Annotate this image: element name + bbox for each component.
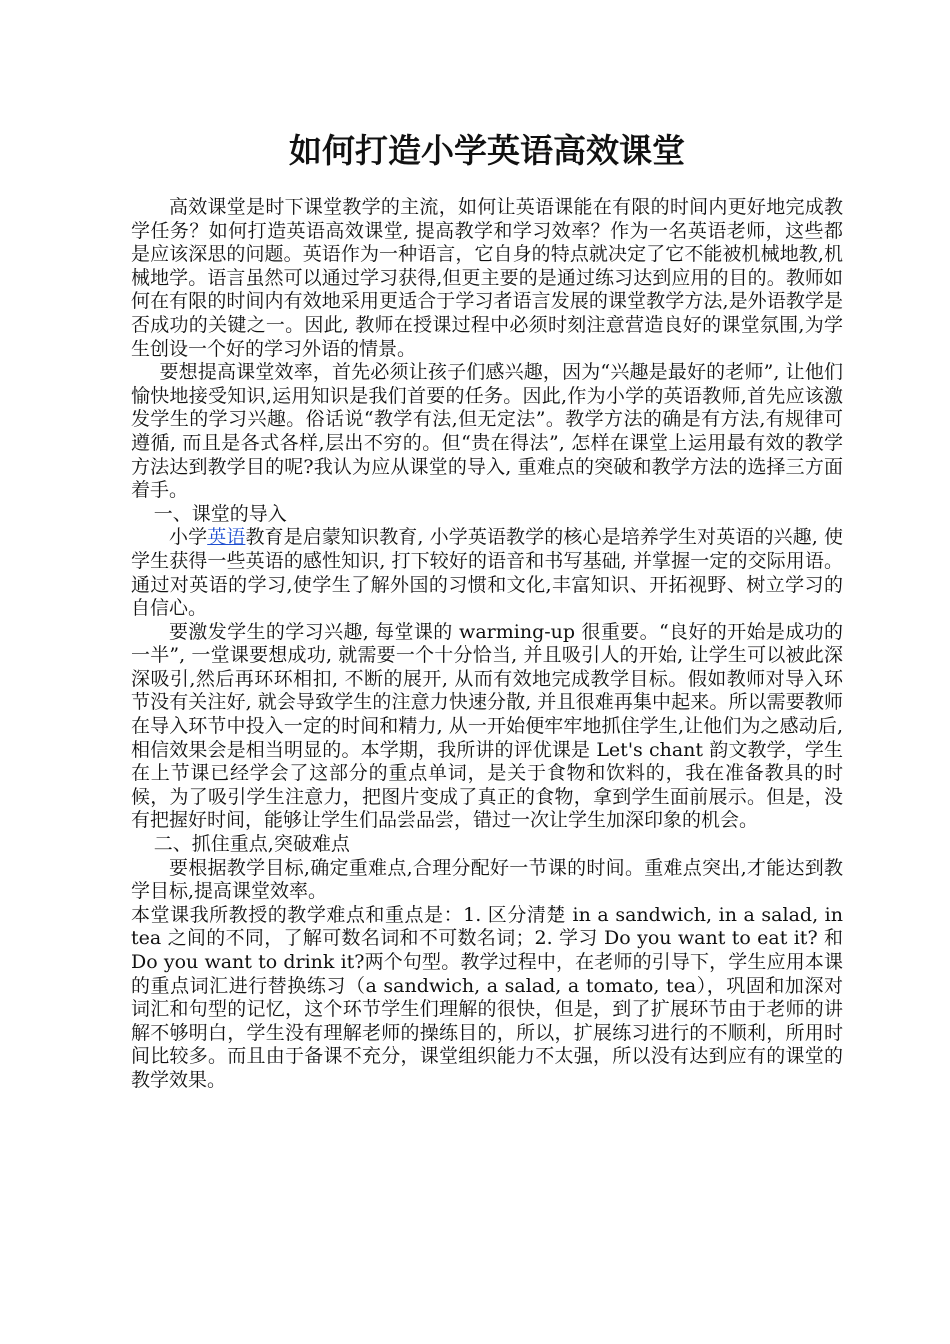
paragraph-intro: 高效课堂是时下课堂教学的主流，如何让英语课能在有限的时间内更好地完成教学任务？如何打造英语高效课堂, 提高教学和学习效率？作为一名英语老师，这些都是应该深思的问题。英语作为一种语言，它自身的特点就决定了它不能被机械地教,机械地学。语言虽然可以通过学习获得,但更主要的是通过练习达到应用的目的。教师如何在有限的时间内有效地采用更适合于学习者语言发展的课堂教学方法,是外语教学是否成功的关键之一。因此, 教师在授课过程中必须时刻注意营造良好的课堂氛围,为学生创设一个好的学习外语的情景。 (131, 196, 843, 360)
document-title: 如何打造小学英语高效课堂 (289, 131, 685, 170)
section-heading-2: 二、抓住重点,突破难点 (153, 833, 350, 856)
paragraph-text-prefix: 小学 (169, 526, 208, 549)
document-body (131, 196, 843, 1093)
document-page (131, 128, 843, 1093)
paragraph-enlightenment (131, 526, 843, 620)
section-heading-1: 一、课堂的导入 (153, 502, 287, 525)
paragraph-interest: 要想提高课堂效率，首先必须让孩子们感兴趣，因为“兴趣是最好的老师”, 让他们愉快地接受知识,运用知识是我们首要的任务。因此,作为小学的英语教师,首先应该激发学生的学习兴趣。俗话说“教学有法,但无定法”。教学方法的确是有方法,有规律可遵循, 而且是各式各样,层出不穷的。但“贵在得法”, 怎样在课堂上运用最有效的教学方法达到教学目的呢?我认为应从课堂的导入, 重难点的突破和教学方法的选择三方面着手。 (131, 361, 843, 502)
paragraph-lesson-reflection: 本堂课我所教授的教学难点和重点是：1. 区分清楚 in a sandwich, in a salad, in tea 之间的不同，了解可数名词和不可数名词；2. 学习 Do you want to eat it? 和 Do you want to drink it?两个句型。教学过程中，在老师的引导下，学生应用本课的重点词汇进行替换练习（a sandwich, a salad, a tomato, tea），巩固和加深对词汇和句型的记忆，这个环节学生们理解的很快，但是，到了扩展环节由于老师的讲解不够明白，学生没有理解老师的操练目的，所以，扩展练习进行的不顺利，所用时间比较多。而且由于备课不充分，课堂组织能力不太强，所以没有达到应有的课堂的教学效果。 (131, 903, 843, 1091)
paragraph-warming-up: 要激发学生的学习兴趣, 每堂课的 warming-up 很重要。“良好的开始是成功的一半”, 一堂课要想成功, 就需要一个十分恰当, 并且吸引人的开始, 让学生可以被此深深吸引,然后再环环相扣, 不断的展开, 从而有效地完成教学目标。假如教师对导入环节没有关注好, 就会导致学生的注意力快速分散, 并且很难再集中起来。所以需要教师在导入环节中投入一定的时间和精力, 从一开始便牢牢地抓住学生,让他们为之感动后, 相信效果会是相当明显的。本学期，我所讲的评优课是 Let's chant 韵文教学，学生在上节课已经学会了这部分的重点单词，是关于食物和饮料的，我在准备教具的时候，为了吸引学生注意力，把图片变成了真正的食物，拿到学生面前展示。但是，没有把握好时间，能够让学生们品尝品尝，错过一次让学生加深印象的机会。 (131, 620, 843, 832)
paragraph-text-suffix: 教育是启蒙知识教育, 小学英语教学的核心是培养学生对英语的兴趣, 使学生获得一些英语的感性知识, 打下较好的语音和书写基础, 并掌握一定的交际用语。通过对英语的学习,使学生了解外国的习惯和文化,丰富知识、开拓视野、树立学习的自信心。 (131, 526, 843, 620)
paragraph-key-points: 要根据教学目标,确定重难点,合理分配好一节课的时间。重难点突出,才能达到教学目标,提高课堂效率。 (131, 856, 843, 903)
english-link[interactable]: 英语 (207, 526, 246, 549)
